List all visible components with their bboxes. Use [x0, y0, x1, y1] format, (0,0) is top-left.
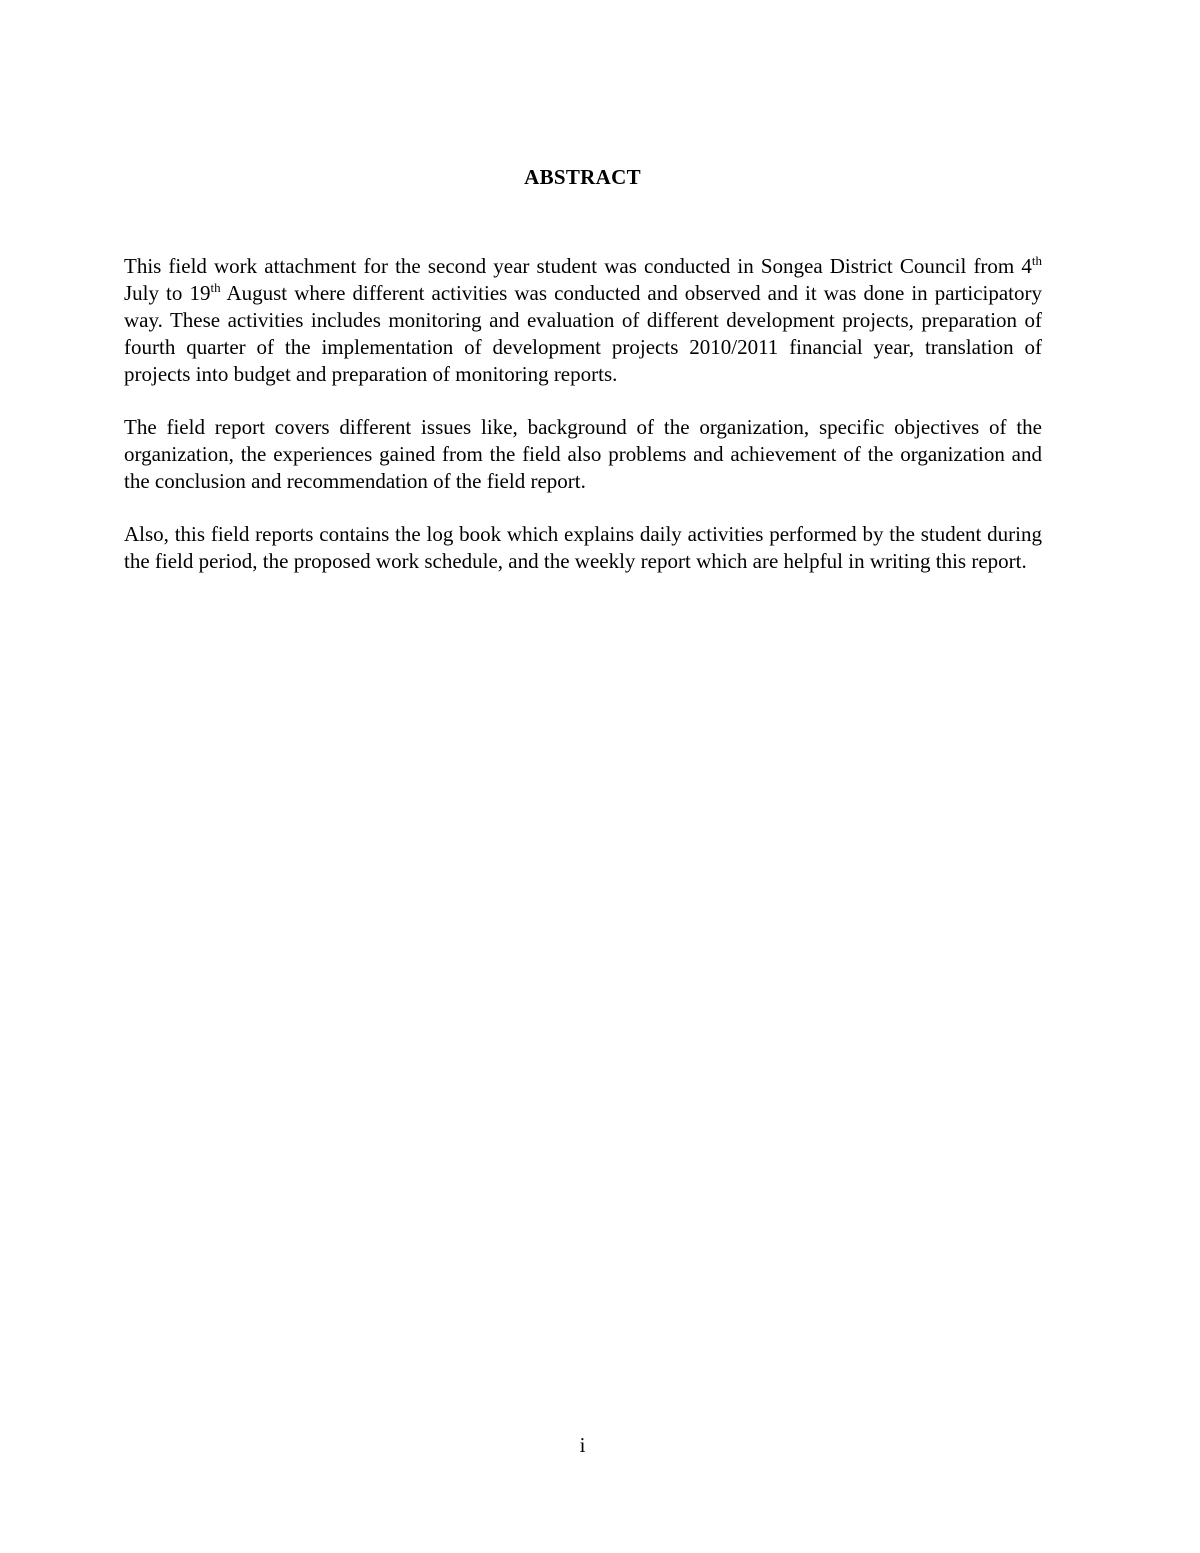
- abstract-body: [124, 253, 1042, 601]
- ordinal-suffix-2: th: [210, 280, 221, 295]
- paragraph-1-text-b: July to 19: [124, 281, 211, 305]
- page-title: ABSTRACT: [524, 165, 641, 189]
- abstract-paragraph-2: The field report covers different issues like, background of the organization, specific objectives of the organization, the experiences gained from the field also problems and achievement of the organization and the conclusion and recommendation of the field report.: [124, 415, 1042, 493]
- ordinal-suffix-1: th: [1031, 253, 1042, 268]
- abstract-paragraph-3: Also, this field reports contains the log book which explains daily activities performed by the student during the field period, the proposed work schedule, and the weekly report which are helpful in writing this report.: [124, 522, 1042, 573]
- paragraph-1-text-a: This field work attachment for the second year student was conducted in Songea District Council from 4: [124, 254, 1032, 278]
- page-number: i: [579, 1433, 586, 1457]
- paragraph-1-text-c: August where different activities was conducted and observed and it was done in participatory way. These activities includes monitoring and evaluation of different development projects, preparation of fourth quarter of the implementation of development projects 2010/2011 financial year, translation of projects into budget and preparation of monitoring reports.: [124, 281, 1042, 386]
- abstract-paragraph-1: [124, 253, 1042, 388]
